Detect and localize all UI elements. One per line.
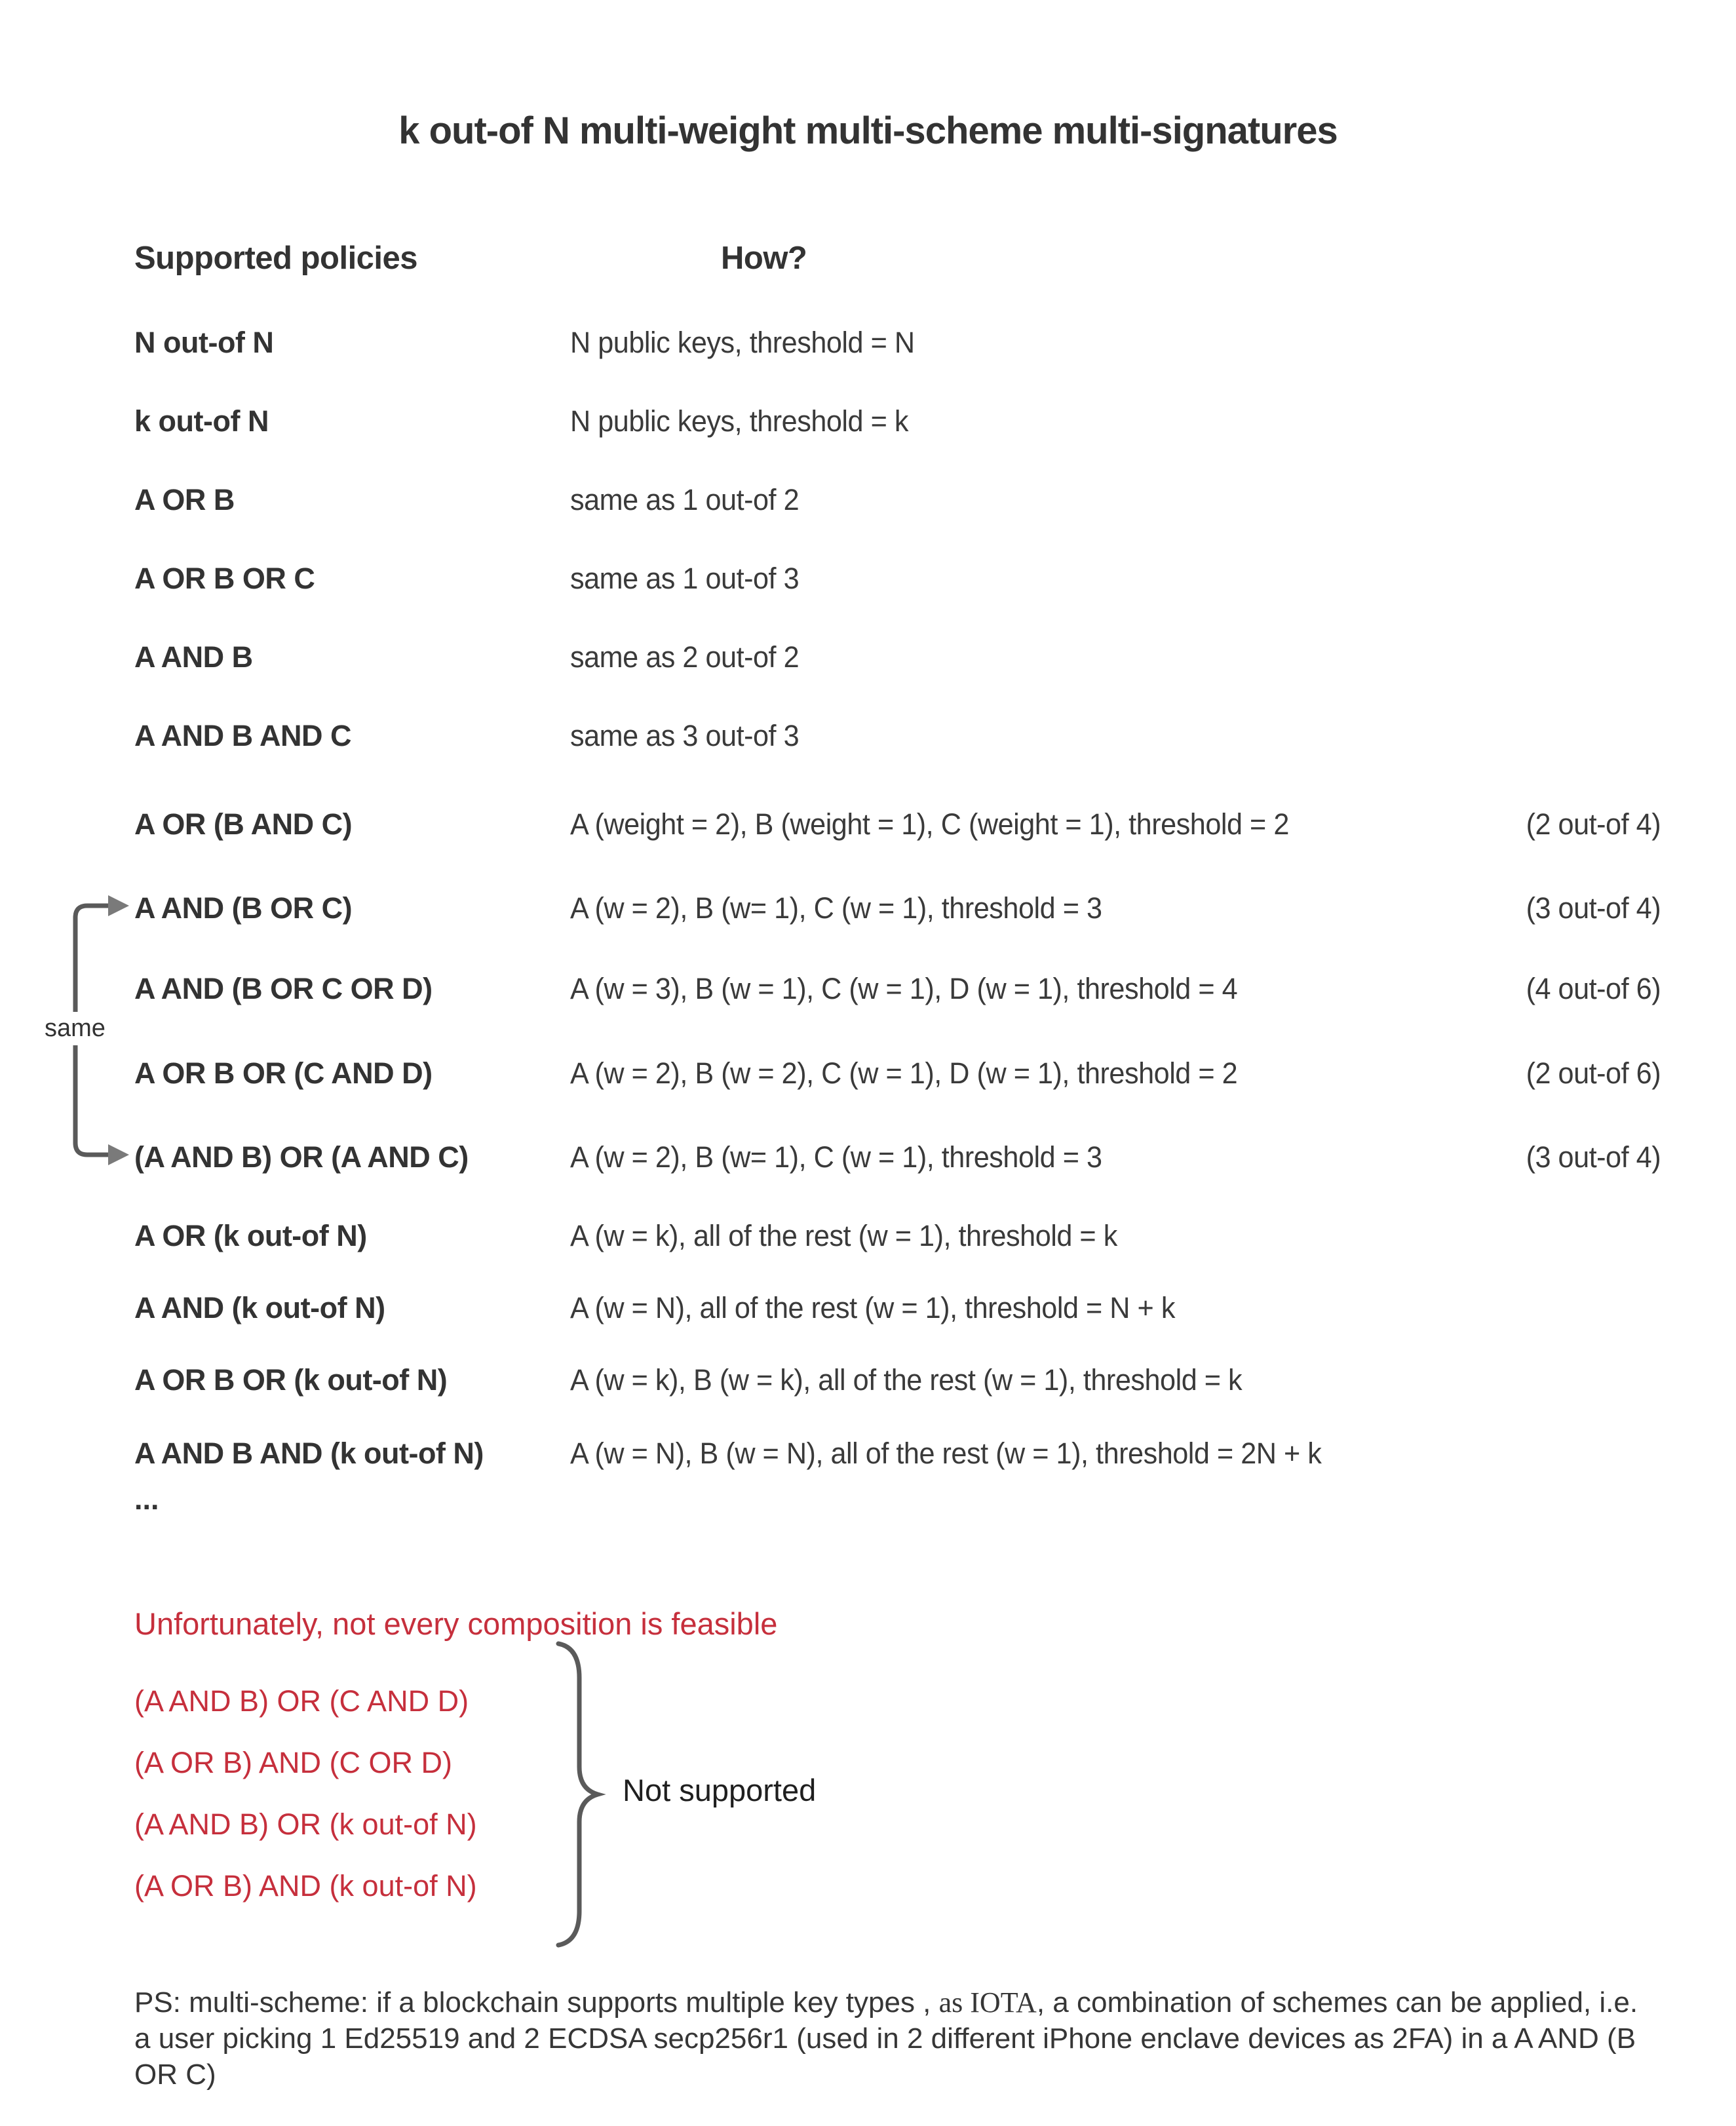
- how-value: A (w = 2), B (w= 1), C (w = 1), threshold = 3: [570, 891, 1102, 925]
- ps-text-1: PS: multi-scheme: if a blockchain supports multiple key types ,: [134, 1986, 939, 2019]
- policy-label: N out-of N: [134, 326, 274, 359]
- policy-label: A OR (B AND C): [134, 807, 353, 841]
- ps-note: [134, 1984, 1642, 2093]
- policy-label: A AND (B OR C OR D): [134, 972, 433, 1005]
- how-value: A (w = N), all of the rest (w = 1), threshold = N + k: [570, 1291, 1175, 1324]
- table-row: [0, 1140, 1736, 1180]
- unsupported-policy: (A AND B) OR (C AND D): [134, 1684, 469, 1718]
- equivalence-note: (3 out-of 4): [1526, 1140, 1661, 1174]
- table-row: [0, 1291, 1736, 1330]
- table-row: [0, 562, 1736, 601]
- ps-text-iota: as IOTA: [938, 1986, 1037, 2019]
- table-row: [0, 1437, 1736, 1476]
- table-row: [0, 1363, 1736, 1402]
- how-value: N public keys, threshold = N: [570, 326, 915, 359]
- ps-text-2: , a combination of schemes can be applied, i.e. a user picking 1 Ed25519 and 2 ECDSA secp256r1 (used in 2 different iPhone enclave devices as 2FA) in a: [134, 1986, 1638, 2055]
- table-row: [0, 1219, 1736, 1258]
- unsupported-policy: (A AND B) OR (k out-of N): [134, 1807, 477, 1841]
- table-row: [0, 404, 1736, 444]
- how-value: same as 2 out-of 2: [570, 640, 800, 674]
- unsupported-policy: (A OR B) AND (C OR D): [134, 1746, 453, 1779]
- policy-label: (A AND B) OR (A AND C): [134, 1140, 469, 1174]
- policy-label: A AND (B OR C): [134, 891, 353, 925]
- how-value: A (w = 2), B (w = 2), C (w = 1), D (w = 1), threshold = 2: [570, 1056, 1238, 1090]
- column-header-how: How?: [721, 241, 807, 276]
- table-row: [0, 326, 1736, 365]
- how-value: same as 3 out-of 3: [570, 719, 800, 752]
- how-value: N public keys, threshold = k: [570, 404, 909, 438]
- not-supported-label: Not supported: [623, 1773, 817, 1807]
- how-value: A (w = 2), B (w= 1), C (w = 1), threshold = 3: [570, 1140, 1102, 1174]
- how-value: A (w = k), B (w = k), all of the rest (w = 1), threshold = k: [570, 1363, 1243, 1397]
- same-label: same: [42, 1012, 108, 1045]
- table-row: [0, 807, 1736, 847]
- how-value: A (weight = 2), B (weight = 1), C (weight = 1), threshold = 2: [570, 807, 1289, 841]
- policy-label: A OR B OR (k out-of N): [134, 1363, 448, 1397]
- policy-label: A AND (k out-of N): [134, 1291, 385, 1324]
- how-value: same as 1 out-of 2: [570, 483, 800, 516]
- policy-label: A OR B OR C: [134, 562, 315, 595]
- how-value: A (w = N), B (w = N), all of the rest (w = 1), threshold = 2N + k: [570, 1437, 1322, 1470]
- policy-label: A AND B: [134, 640, 253, 674]
- infeasible-heading: Unfortunately, not every composition is feasible: [134, 1606, 778, 1641]
- equivalence-note: (4 out-of 6): [1526, 972, 1661, 1005]
- policy-label: A AND B AND C: [134, 719, 351, 752]
- unsupported-policy: (A OR B) AND (k out-of N): [134, 1869, 477, 1903]
- ellipsis-row: ...: [134, 1482, 159, 1516]
- equivalence-note: (2 out-of 6): [1526, 1056, 1661, 1090]
- table-row: [0, 483, 1736, 522]
- table-row: [0, 972, 1736, 1011]
- table-row: [0, 640, 1736, 680]
- policy-label: A OR B: [134, 483, 235, 516]
- not-supported-brace: [550, 1638, 629, 1950]
- policy-label: k out-of N: [134, 404, 269, 438]
- how-value: A (w = k), all of the rest (w = 1), threshold = k: [570, 1219, 1117, 1252]
- equivalence-note: (3 out-of 4): [1526, 891, 1661, 925]
- how-value: same as 1 out-of 3: [570, 562, 800, 595]
- equivalence-note: (2 out-of 4): [1526, 807, 1661, 841]
- table-row: [0, 1056, 1736, 1096]
- how-value: A (w = 3), B (w = 1), C (w = 1), D (w = 1), threshold = 4: [570, 972, 1238, 1005]
- table-row: [0, 891, 1736, 931]
- policy-label: A OR B OR (C AND D): [134, 1056, 433, 1090]
- column-header-supported-policies: Supported policies: [134, 241, 418, 276]
- ps-text-policy: A AND (B OR C): [134, 2022, 1636, 2091]
- table-row: [0, 719, 1736, 758]
- policy-label: A AND B AND (k out-of N): [134, 1437, 484, 1470]
- policy-label: A OR (k out-of N): [134, 1219, 367, 1252]
- page-title: k out-of N multi-weight multi-scheme multi-signatures: [398, 109, 1338, 152]
